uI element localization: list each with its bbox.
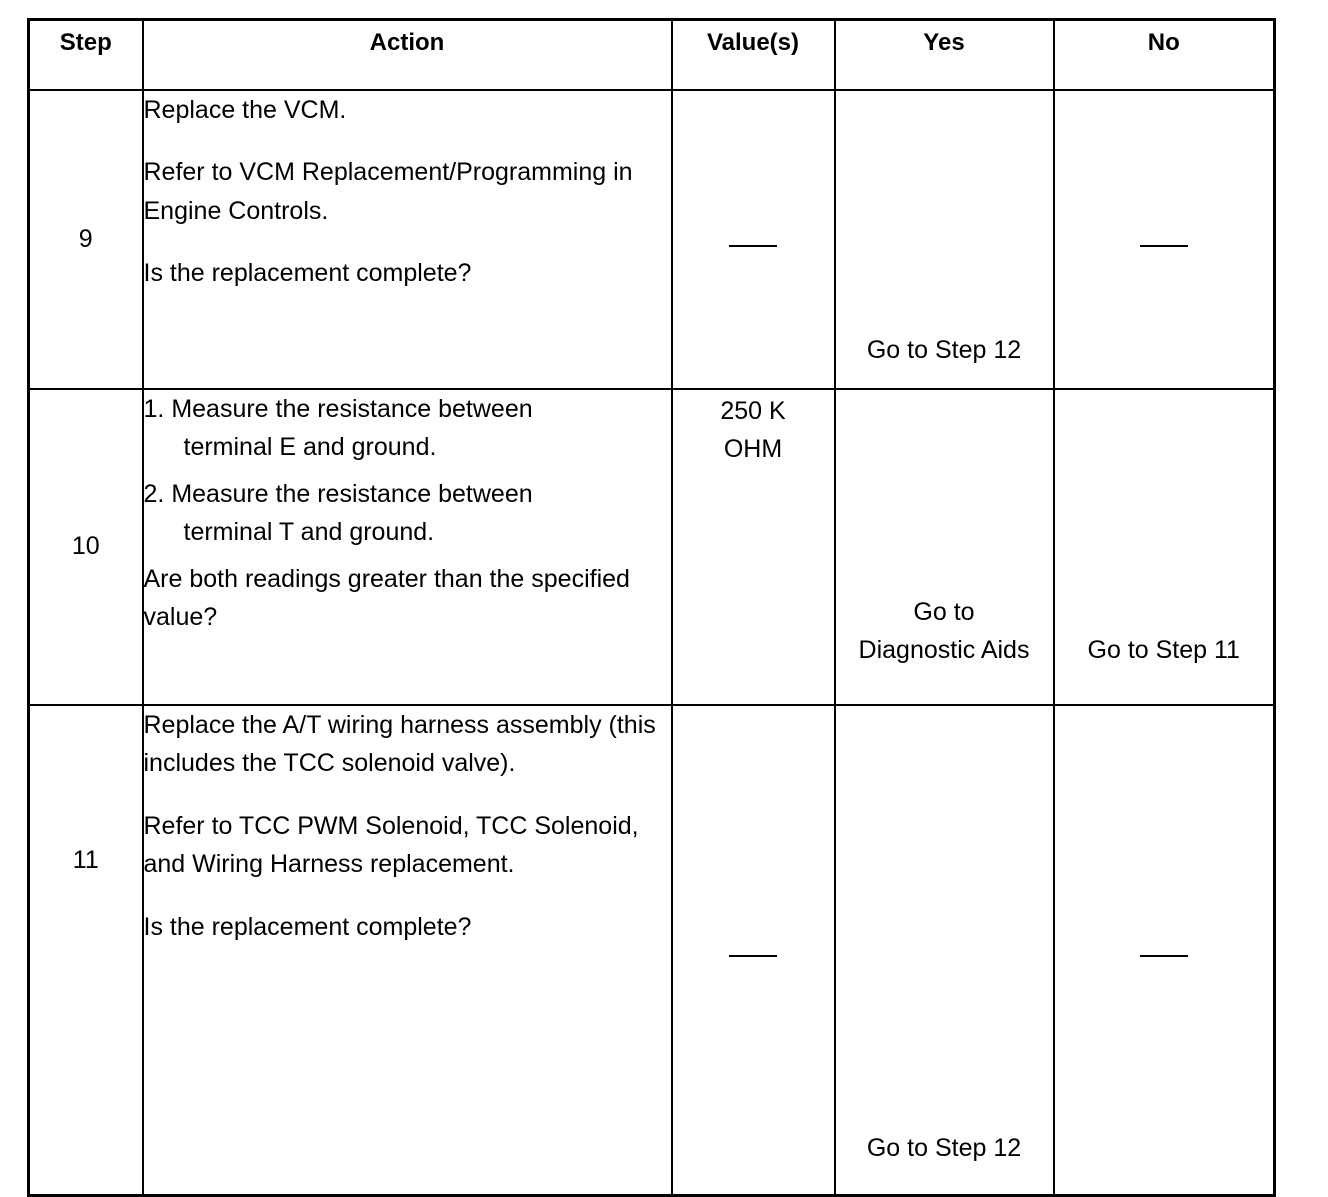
value-cell [672, 389, 835, 705]
list-text: Measure the resistance between [171, 479, 533, 508]
list-text: Measure the resistance between [171, 394, 533, 423]
value-cell [672, 705, 835, 1196]
action-cell [143, 705, 672, 1196]
list-item [144, 475, 671, 552]
yes-outcome: Go to Step 12 [866, 1134, 1022, 1162]
action-steps-list [144, 390, 671, 552]
yes-cell [835, 389, 1054, 705]
action-text: Replace the VCM. [143, 95, 347, 124]
action-cell [143, 389, 672, 705]
yes-outcome: Go to Diagnostic Aids [858, 597, 1030, 664]
step-number: 11 [29, 705, 143, 1196]
list-text-continued: terminal E and ground. [183, 433, 437, 461]
empty-no-dash [1140, 955, 1188, 957]
diagnostic-table [27, 18, 1276, 1197]
header-yes: Yes [835, 20, 1054, 90]
step-number: 9 [29, 90, 143, 389]
no-cell [1054, 705, 1275, 1196]
empty-value-dash [729, 245, 777, 247]
action-text: Replace the A/T wiring harness assembly (this includes the TCC solenoid valve). [143, 710, 656, 777]
value-text: 250 K OHM [720, 396, 786, 463]
table-row-step-10 [29, 389, 1275, 705]
header-values: Value(s) [672, 20, 835, 90]
table-row-step-9 [29, 90, 1275, 389]
header-no: No [1054, 20, 1275, 90]
action-text: Refer to TCC PWM Solenoid, TCC Solenoid, and Wiring Harness replacement. [143, 811, 639, 878]
yes-outcome: Go to Step 12 [866, 336, 1022, 364]
action-question: Is the replacement complete? [143, 259, 472, 287]
header-action: Action [143, 20, 672, 90]
value-cell [672, 90, 835, 389]
action-text: Refer to VCM Replacement/Programming in Engine Controls. [143, 158, 633, 225]
no-outcome: Go to Step 11 [1087, 636, 1240, 664]
action-cell [143, 90, 672, 389]
list-text-continued: terminal T and ground. [183, 518, 435, 546]
list-number: 2. [143, 479, 165, 508]
yes-cell [835, 90, 1054, 389]
list-item [144, 390, 671, 467]
no-cell [1054, 389, 1275, 705]
action-question: Is the replacement complete? [143, 912, 472, 941]
no-cell [1054, 90, 1275, 389]
action-question: Are both readings greater than the specified value? [143, 564, 630, 631]
empty-no-dash [1140, 245, 1188, 247]
header-row [29, 20, 1275, 90]
empty-value-dash [729, 955, 777, 957]
yes-cell [835, 705, 1054, 1196]
header-step: Step [29, 20, 143, 90]
step-number: 10 [29, 389, 143, 705]
table-row-step-11 [29, 705, 1275, 1196]
list-number: 1. [143, 394, 165, 423]
